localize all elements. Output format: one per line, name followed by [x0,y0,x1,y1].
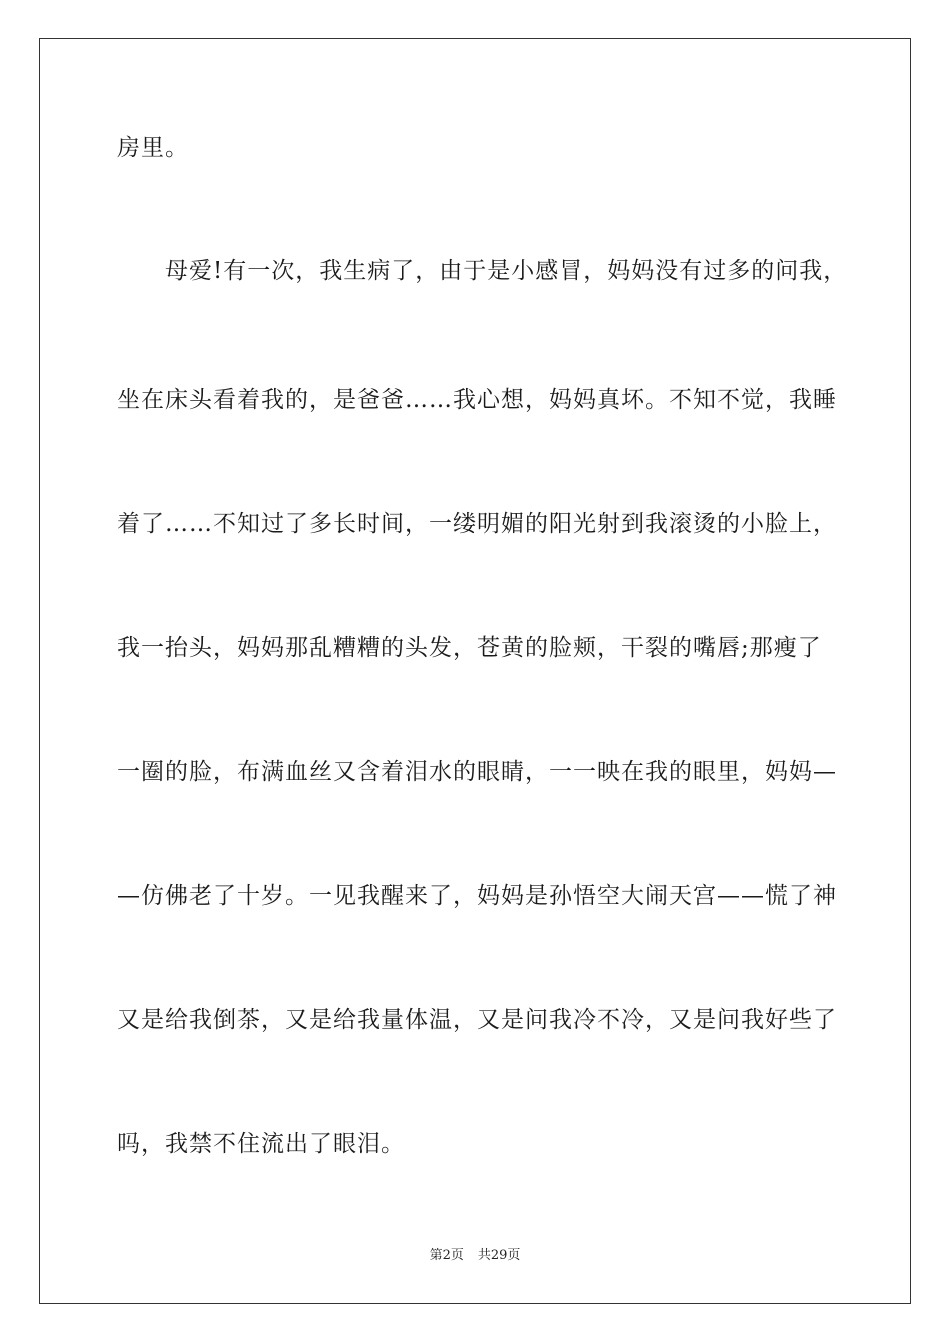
paragraph-first-line: 母爱!有一次，我生病了，由于是小感冒，妈妈没有过多的问我， [165,258,848,284]
page-number: 第2页 [429,1248,464,1263]
text-line: —仿佛老了十岁。一见我醒来了，妈妈是孙悟空大闹天宫——慌了神 [117,883,837,909]
text-line: 吗，我禁不住流出了眼泪。 [117,1131,405,1157]
text-line: 坐在床头看着我的，是爸爸……我心想，妈妈真坏。不知不觉，我睡 [117,387,837,413]
text-line: 房里。 [117,135,189,161]
page-footer [0,1246,950,1266]
text-line: 一圈的脸，布满血丝又含着泪水的眼睛，一一映在我的眼里，妈妈— [117,759,837,785]
text-line: 又是给我倒茶，又是给我量体温，又是问我冷不冷，又是问我好些了 [117,1007,837,1033]
text-line: 我一抬头，妈妈那乱糟糟的头发，苍黄的脸颊，干裂的嘴唇;那瘦了 [117,635,822,661]
page-border [39,38,911,1304]
page-total: 共29页 [477,1248,521,1263]
text-line: 着了……不知过了多长时间，一缕明媚的阳光射到我滚烫的小脸上， [117,511,837,537]
